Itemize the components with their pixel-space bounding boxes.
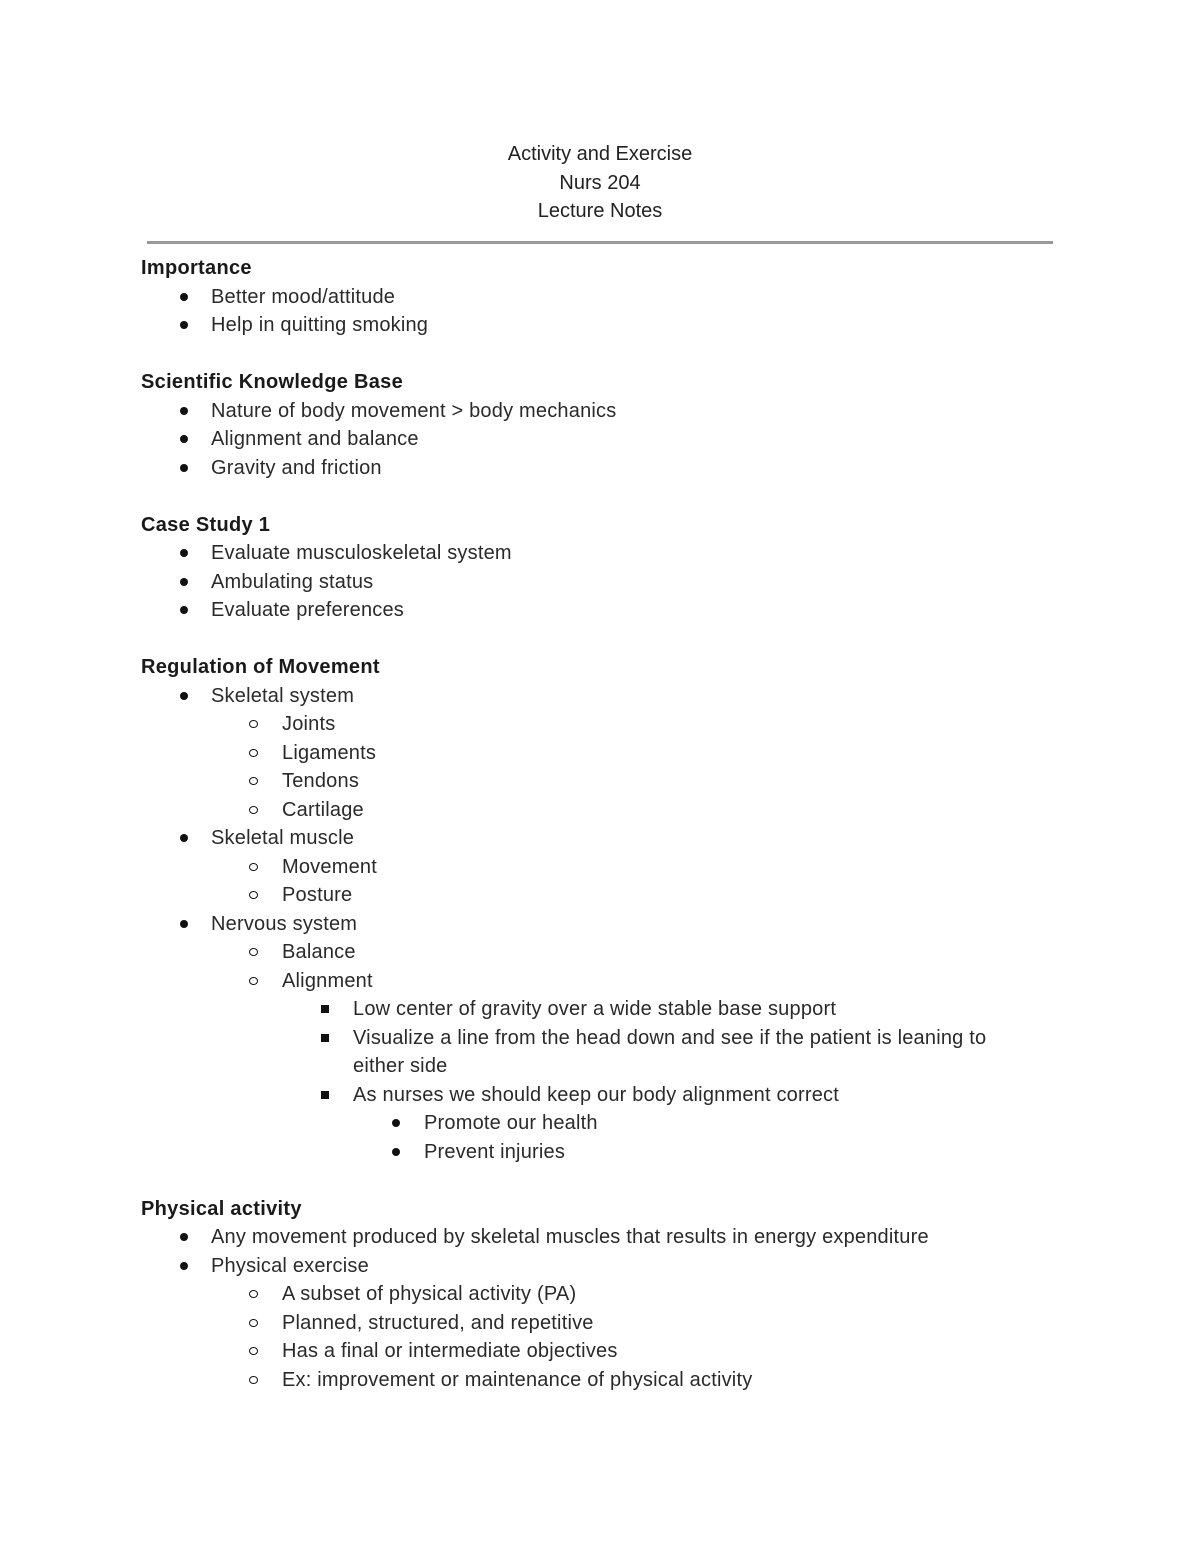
document-subtitle: Lecture Notes <box>537 200 663 222</box>
bullet-icon <box>178 283 190 312</box>
list-item-text: Posture <box>282 884 353 906</box>
bullet-icon <box>178 824 190 853</box>
list-item <box>141 682 1041 825</box>
list-item-text: Better mood/attitude <box>211 285 396 308</box>
list-item <box>211 853 1041 882</box>
list-item-text: Skeletal system <box>211 684 355 707</box>
list-item-text: Planned, structured, and repetitive <box>282 1311 594 1334</box>
section-regulation-of-movement <box>141 653 1041 1166</box>
section-heading: Regulation of Movement <box>141 656 380 678</box>
notes-body <box>141 254 1041 1423</box>
list-item <box>141 283 1041 312</box>
bullet-icon <box>178 568 190 597</box>
bullet-icon <box>178 910 190 939</box>
bullet-icon <box>178 397 190 426</box>
section-heading: Importance <box>141 257 252 279</box>
list-item-text: Promote our health <box>424 1112 598 1134</box>
bullet-list <box>141 1223 1041 1394</box>
hollow-bullet-icon <box>248 796 260 825</box>
list-item <box>141 1223 1041 1252</box>
list-item-text: Low center of gravity over a wide stable base support <box>353 998 837 1020</box>
horizontal-rule <box>147 241 1053 244</box>
list-item <box>211 796 1041 825</box>
list-item <box>141 1252 1041 1395</box>
list-item <box>211 967 1041 1167</box>
bullet-list <box>141 539 1041 625</box>
list-item-text: Help in quitting smoking <box>211 314 429 336</box>
list-item-text: Alignment and balance <box>211 428 419 450</box>
list-item-text: Any movement produced by skeletal muscles that results in energy expenditure <box>211 1226 929 1248</box>
list-item-text: Ex: improvement or maintenance of physical activity <box>282 1368 753 1391</box>
list-item <box>211 1309 1041 1338</box>
hollow-bullet-icon <box>248 967 260 996</box>
section-heading: Case Study 1 <box>141 513 271 536</box>
list-item <box>141 397 1041 426</box>
list-item-text: Cartilage <box>282 798 364 821</box>
bullet-icon <box>178 1252 190 1281</box>
sub-list <box>211 710 1041 824</box>
hollow-bullet-icon <box>248 710 260 739</box>
hollow-bullet-icon <box>248 1309 260 1338</box>
list-item-text: Skeletal muscle <box>211 827 355 849</box>
list-item-text: A subset of physical activity (PA) <box>282 1283 577 1305</box>
hollow-bullet-icon <box>248 767 260 796</box>
square-bullet-icon <box>319 1024 331 1053</box>
list-item <box>211 1337 1041 1366</box>
list-item <box>211 1280 1041 1309</box>
document-header <box>0 140 1200 226</box>
section-heading: Physical activity <box>141 1197 302 1220</box>
section-case-study <box>141 511 1041 625</box>
bullet-icon <box>390 1138 402 1167</box>
list-item <box>141 824 1041 910</box>
list-item-text: Alignment <box>282 969 373 992</box>
list-item <box>141 425 1041 454</box>
hollow-bullet-icon <box>248 938 260 967</box>
list-item <box>211 710 1041 739</box>
list-item <box>141 568 1041 597</box>
list-item-text: Joints <box>282 713 336 735</box>
list-item <box>141 910 1041 1167</box>
square-bullet-icon <box>319 1081 331 1110</box>
list-item-text: Visualize a line from the head down and see if the patient is leaning to either side <box>353 1026 987 1077</box>
list-item <box>141 311 1041 340</box>
bullet-icon <box>178 454 190 483</box>
sub-list <box>282 995 1041 1166</box>
sub-list <box>211 853 1041 910</box>
section-physical-activity <box>141 1195 1041 1395</box>
list-item <box>211 938 1041 967</box>
sub-list <box>353 1109 1041 1166</box>
list-item-text: As nurses we should keep our body alignment correct <box>353 1083 840 1106</box>
section-importance <box>141 254 1041 340</box>
hollow-bullet-icon <box>248 1366 260 1395</box>
list-item-text: Prevent injuries <box>424 1140 566 1163</box>
bullet-list <box>141 682 1041 1167</box>
bullet-icon <box>178 1223 190 1252</box>
list-item <box>282 995 1041 1024</box>
section-heading: Scientific Knowledge Base <box>141 371 404 393</box>
sub-list <box>211 1280 1041 1394</box>
list-item-text: Evaluate preferences <box>211 599 405 621</box>
hollow-bullet-icon <box>248 1280 260 1309</box>
list-item <box>282 1081 1041 1167</box>
list-item-text: Movement <box>282 855 377 878</box>
list-item <box>211 881 1041 910</box>
list-item <box>353 1138 1041 1167</box>
bullet-icon <box>178 596 190 625</box>
bullet-icon <box>178 311 190 340</box>
list-item-text: Ambulating status <box>211 570 374 593</box>
list-item <box>141 596 1041 625</box>
hollow-bullet-icon <box>248 739 260 768</box>
list-item-text: Balance <box>282 941 356 963</box>
bullet-icon <box>390 1109 402 1138</box>
list-item-text: Nature of body movement > body mechanics <box>211 399 617 422</box>
list-item-text: Gravity and friction <box>211 456 382 479</box>
bullet-icon <box>178 539 190 568</box>
list-item <box>211 739 1041 768</box>
sub-list <box>211 938 1041 1166</box>
course-code: Nurs 204 <box>559 171 641 194</box>
section-scientific-knowledge <box>141 368 1041 482</box>
list-item <box>353 1109 1041 1138</box>
square-bullet-icon <box>319 995 331 1024</box>
hollow-bullet-icon <box>248 853 260 882</box>
list-item <box>141 539 1041 568</box>
list-item-text: Evaluate musculoskeletal system <box>211 542 512 564</box>
bullet-icon <box>178 425 190 454</box>
list-item-text: Physical exercise <box>211 1254 369 1277</box>
document-title: Activity and Exercise <box>507 143 693 165</box>
list-item <box>211 1366 1041 1395</box>
list-item-text: Has a final or intermediate objectives <box>282 1340 618 1362</box>
bullet-icon <box>178 682 190 711</box>
list-item-text: Nervous system <box>211 912 358 935</box>
hollow-bullet-icon <box>248 1337 260 1366</box>
hollow-bullet-icon <box>248 881 260 910</box>
list-item <box>211 767 1041 796</box>
list-item <box>141 454 1041 483</box>
bullet-list <box>141 283 1041 340</box>
bullet-list <box>141 397 1041 483</box>
list-item-text: Ligaments <box>282 741 377 764</box>
list-item-text: Tendons <box>282 770 360 792</box>
list-item <box>282 1024 1041 1081</box>
